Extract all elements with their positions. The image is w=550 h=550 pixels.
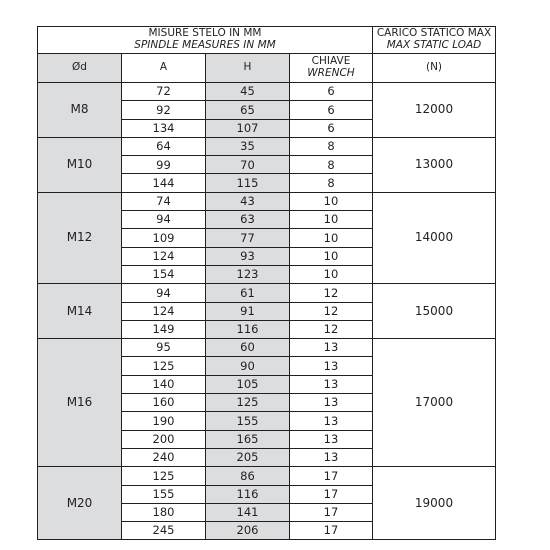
- a-cell: 180: [122, 503, 206, 521]
- a-cell: 72: [122, 83, 206, 101]
- load-header-it: CARICO STATICO MAX: [376, 27, 492, 40]
- a-cell: 125: [122, 357, 206, 375]
- h-cell: 155: [206, 412, 290, 430]
- load-cell: 14000: [373, 192, 496, 283]
- h-cell: 60: [206, 339, 290, 357]
- h-cell: 63: [206, 211, 290, 229]
- wrench-cell: 12: [290, 320, 373, 338]
- wrench-cell: 13: [290, 394, 373, 412]
- wrench-cell: 13: [290, 430, 373, 448]
- measures-header-en: SPINDLE MEASURES IN MM: [134, 39, 276, 51]
- wrench-cell: 13: [290, 412, 373, 430]
- wrench-cell: 13: [290, 375, 373, 393]
- a-cell: 190: [122, 412, 206, 430]
- spindle-spec-table: [37, 26, 496, 540]
- a-cell: 94: [122, 211, 206, 229]
- h-cell: 116: [206, 320, 290, 338]
- h-cell: 70: [206, 156, 290, 174]
- a-cell: 124: [122, 247, 206, 265]
- header-row-top: [38, 27, 496, 54]
- wrench-cell: 10: [290, 211, 373, 229]
- wrench-cell: 17: [290, 485, 373, 503]
- h-cell: 105: [206, 375, 290, 393]
- wrench-cell: 17: [290, 503, 373, 521]
- h-cell: 107: [206, 119, 290, 137]
- a-cell: 95: [122, 339, 206, 357]
- wrench-cell: 6: [290, 83, 373, 101]
- load-cell: 15000: [373, 284, 496, 339]
- header-row-columns: [38, 54, 496, 83]
- wrench-cell: 10: [290, 265, 373, 283]
- a-cell: 125: [122, 467, 206, 485]
- table-row: [38, 83, 496, 101]
- col-header-h: H: [206, 54, 290, 83]
- a-cell: 92: [122, 101, 206, 119]
- wrench-cell: 6: [290, 119, 373, 137]
- a-cell: 94: [122, 284, 206, 302]
- table-row: [38, 137, 496, 155]
- a-cell: 245: [122, 522, 206, 540]
- load-cell: 17000: [373, 339, 496, 467]
- measures-header-it: MISURE STELO IN MM: [148, 27, 262, 40]
- wrench-cell: 6: [290, 101, 373, 119]
- wrench-cell: 8: [290, 137, 373, 155]
- a-cell: 134: [122, 119, 206, 137]
- load-header-en: MAX STATIC LOAD: [386, 39, 482, 51]
- load-cell: 19000: [373, 467, 496, 540]
- wrench-cell: 12: [290, 302, 373, 320]
- wrench-cell: 17: [290, 522, 373, 540]
- load-cell: 12000: [373, 83, 496, 138]
- load-header: [373, 27, 496, 54]
- a-cell: 154: [122, 265, 206, 283]
- table-row: [38, 467, 496, 485]
- measures-header: [38, 27, 373, 54]
- h-cell: 43: [206, 192, 290, 210]
- table-row: [38, 339, 496, 357]
- h-cell: 86: [206, 467, 290, 485]
- wrench-cell: 13: [290, 357, 373, 375]
- a-cell: 64: [122, 137, 206, 155]
- col-header-load-unit: (N): [373, 54, 496, 83]
- col-header-diameter: Ød: [38, 54, 122, 83]
- a-cell: 160: [122, 394, 206, 412]
- h-cell: 141: [206, 503, 290, 521]
- wrench-cell: 10: [290, 229, 373, 247]
- wrench-cell: 13: [290, 448, 373, 466]
- col-header-wrench-en: WRENCH: [307, 67, 355, 79]
- a-cell: 240: [122, 448, 206, 466]
- wrench-cell: 8: [290, 174, 373, 192]
- h-cell: 205: [206, 448, 290, 466]
- diameter-cell: M10: [38, 137, 122, 192]
- col-header-wrench: [290, 54, 373, 83]
- h-cell: 116: [206, 485, 290, 503]
- col-header-a: A: [122, 54, 206, 83]
- h-cell: 125: [206, 394, 290, 412]
- h-cell: 65: [206, 101, 290, 119]
- wrench-cell: 12: [290, 284, 373, 302]
- wrench-cell: 13: [290, 339, 373, 357]
- diameter-cell: M8: [38, 83, 122, 138]
- h-cell: 91: [206, 302, 290, 320]
- wrench-cell: 17: [290, 467, 373, 485]
- h-cell: 77: [206, 229, 290, 247]
- h-cell: 90: [206, 357, 290, 375]
- h-cell: 165: [206, 430, 290, 448]
- spec-table-body: [38, 83, 496, 540]
- a-cell: 200: [122, 430, 206, 448]
- h-cell: 45: [206, 83, 290, 101]
- a-cell: 124: [122, 302, 206, 320]
- load-cell: 13000: [373, 137, 496, 192]
- wrench-cell: 8: [290, 156, 373, 174]
- col-header-wrench-it: CHIAVE: [311, 55, 351, 68]
- table-row: [38, 192, 496, 210]
- h-cell: 35: [206, 137, 290, 155]
- a-cell: 144: [122, 174, 206, 192]
- wrench-cell: 10: [290, 192, 373, 210]
- wrench-cell: 10: [290, 247, 373, 265]
- diameter-cell: M20: [38, 467, 122, 540]
- table-row: [38, 284, 496, 302]
- a-cell: 140: [122, 375, 206, 393]
- diameter-cell: M14: [38, 284, 122, 339]
- h-cell: 206: [206, 522, 290, 540]
- diameter-cell: M12: [38, 192, 122, 283]
- a-cell: 109: [122, 229, 206, 247]
- h-cell: 93: [206, 247, 290, 265]
- a-cell: 155: [122, 485, 206, 503]
- a-cell: 74: [122, 192, 206, 210]
- diameter-cell: M16: [38, 339, 122, 467]
- h-cell: 123: [206, 265, 290, 283]
- h-cell: 115: [206, 174, 290, 192]
- a-cell: 99: [122, 156, 206, 174]
- a-cell: 149: [122, 320, 206, 338]
- h-cell: 61: [206, 284, 290, 302]
